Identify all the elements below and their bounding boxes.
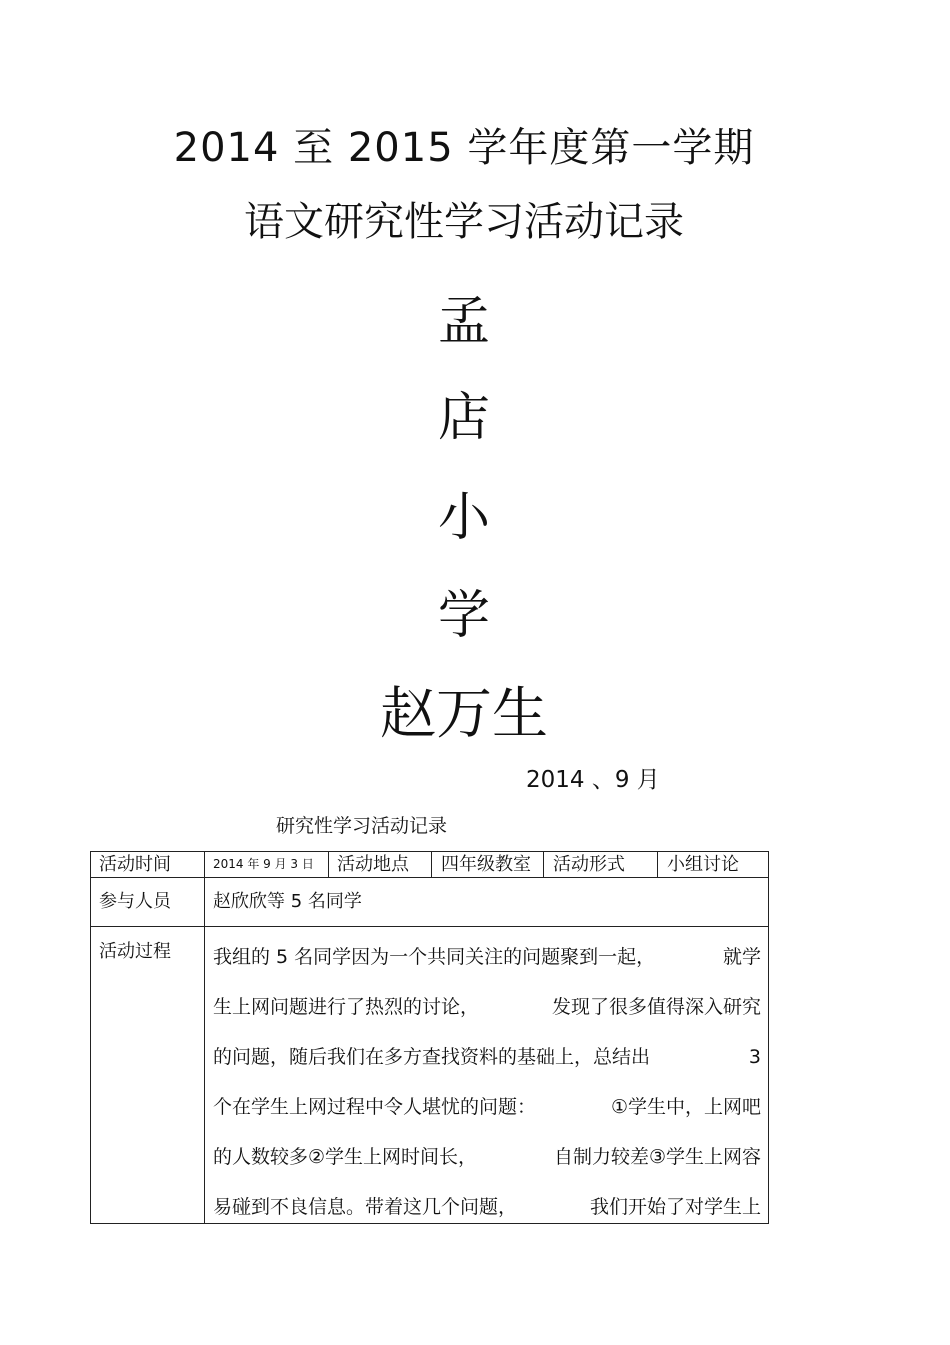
activity-place-value: 四年级教室 — [441, 854, 531, 875]
process-line: 的问题，随后我们在多方查找资料的基础上，总结出 3 — [213, 1046, 761, 1068]
process-label: 活动过程 — [99, 941, 171, 962]
document-title-line-1: 2014 至 2015 学年度第一学期 — [173, 125, 755, 171]
process-description — [213, 932, 761, 1232]
row-divider — [91, 877, 768, 878]
process-line: 生上网问题进行了热烈的讨论， 发现了很多值得深入研究 — [213, 996, 761, 1018]
activity-place-label: 活动地点 — [337, 854, 409, 875]
activity-form-label: 活动形式 — [553, 854, 625, 875]
author-name: 赵万生 — [380, 682, 548, 747]
activity-form-value: 小组讨论 — [667, 854, 739, 875]
school-name-char-1: 孟 — [437, 292, 490, 352]
activity-time-label: 活动时间 — [99, 854, 171, 875]
table-caption: 研究性学习活动记录 — [276, 815, 448, 837]
column-divider — [657, 852, 658, 877]
school-name-char-3: 小 — [437, 488, 490, 548]
participants-value: 赵欣欣等 5 名同学 — [213, 891, 362, 912]
process-line: 的人数较多②学生上网时间长， 自制力较差③学生上网容 — [213, 1146, 761, 1168]
document-title-line-2: 语文研究性学习活动记录 — [244, 199, 684, 245]
activity-record-table — [90, 851, 769, 1224]
activity-time-value: 2014 年 9 月 3 日 — [213, 857, 314, 871]
school-name-char-2: 店 — [437, 388, 490, 448]
process-line: 个在学生上网过程中令人堪忧的问题： ①学生中，上网吧 — [213, 1096, 761, 1118]
column-divider — [431, 852, 432, 877]
row-divider — [91, 926, 768, 927]
column-divider — [543, 852, 544, 877]
school-name-char-4: 学 — [437, 586, 490, 646]
cover-date: 2014 、9 月 — [526, 767, 660, 793]
process-line: 我组的 5 名同学因为一个共同关注的问题聚到一起， 就学 — [213, 946, 761, 968]
column-divider — [328, 852, 329, 877]
participants-label: 参与人员 — [99, 891, 171, 912]
process-line: 易碰到不良信息。带着这几个问题， 我们开始了对学生上 — [213, 1196, 761, 1218]
column-divider — [204, 852, 205, 1223]
